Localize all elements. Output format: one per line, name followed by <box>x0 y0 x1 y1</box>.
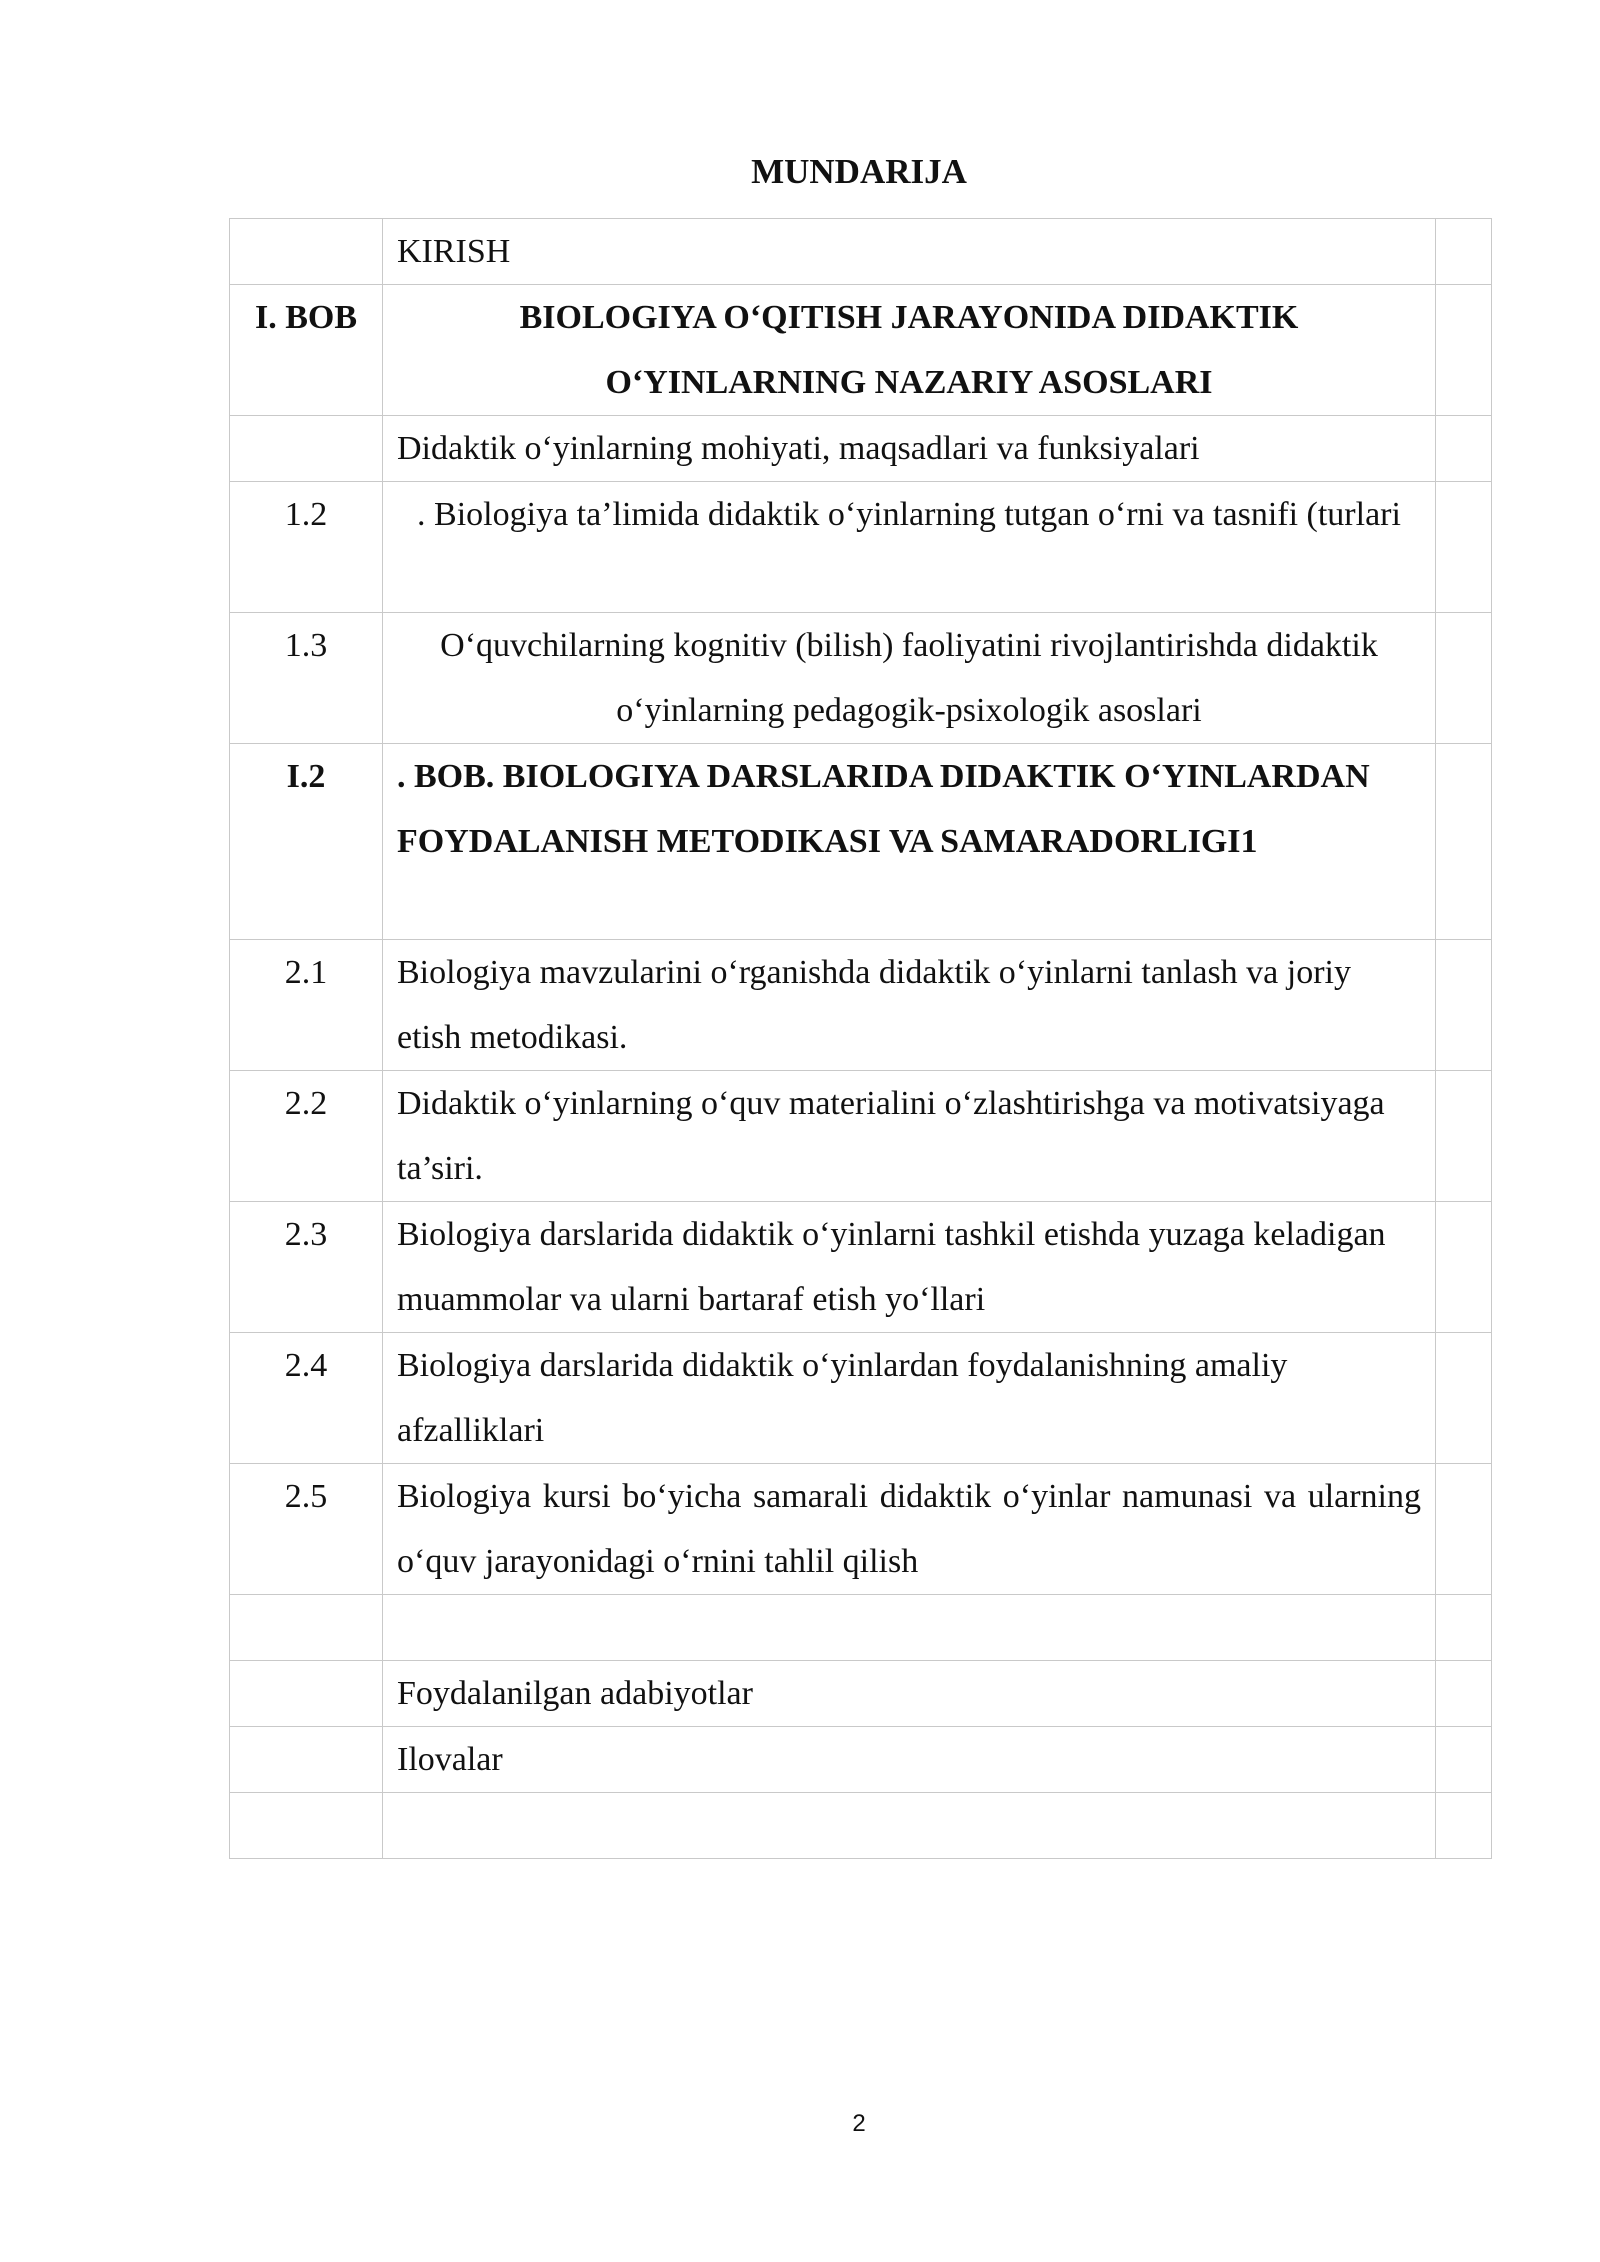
toc-row-title: . BOB. BIOLOGIYA DARSLARIDA DIDAKTIK O‘YINLARDAN FOYDALANISH METODIKASI VA SAMARADORLIGI1 <box>383 744 1436 940</box>
toc-row-page <box>1436 1464 1492 1595</box>
toc-row <box>230 744 1492 940</box>
toc-row-number <box>230 1727 383 1793</box>
toc-row-page <box>1436 482 1492 613</box>
toc-row <box>230 219 1492 285</box>
toc-row-title: Biologiya darslarida didaktik o‘yinlarni tashkil etishda yuzaga keladigan muammolar va ularni bartaraf etish yo‘llari <box>383 1202 1436 1333</box>
toc-row <box>230 940 1492 1071</box>
toc-row-page <box>1436 1793 1492 1859</box>
toc-row-number <box>230 1595 383 1661</box>
toc-row <box>230 1793 1492 1859</box>
toc-row-title: Biologiya mavzularini o‘rganishda didaktik o‘yinlarni tanlash va joriy etish metodikasi. <box>383 940 1436 1071</box>
page-number: 2 <box>852 2110 866 2137</box>
toc-row-title: . Biologiya ta’limida didaktik o‘yinlarning tutgan o‘rni va tasnifi (turlari <box>383 482 1436 613</box>
toc-row <box>230 416 1492 482</box>
toc-row-number <box>230 219 383 285</box>
toc-heading: MUNDARIJA <box>751 152 967 191</box>
toc-row-page <box>1436 1727 1492 1793</box>
toc-row-title: Foydalanilgan adabiyotlar <box>383 1661 1436 1727</box>
toc-row-title <box>383 1793 1436 1859</box>
toc-row-title: Didaktik o‘yinlarning mohiyati, maqsadlari va funksiyalari <box>383 416 1436 482</box>
toc-row-number <box>230 1793 383 1859</box>
toc-row <box>230 1595 1492 1661</box>
toc-row-title: Biologiya kursi bo‘yicha samarali didaktik o‘yinlar namunasi va ularning o‘quv jarayonidagi o‘rnini tahlil qilish <box>383 1464 1436 1595</box>
toc-row-number: 2.1 <box>230 940 383 1071</box>
toc-row-title: Didaktik o‘yinlarning o‘quv materialini o‘zlashtirishga va motivatsiyaga ta’siri. <box>383 1071 1436 1202</box>
toc-row-number: I.2 <box>230 744 383 940</box>
toc-row <box>230 1464 1492 1595</box>
toc-row <box>230 482 1492 613</box>
toc-row-page <box>1436 1333 1492 1464</box>
toc-row-page <box>1436 1202 1492 1333</box>
toc-row <box>230 613 1492 744</box>
toc-row-number: 2.5 <box>230 1464 383 1595</box>
toc-row-number: 2.3 <box>230 1202 383 1333</box>
toc-row <box>230 285 1492 416</box>
toc-row-number <box>230 1661 383 1727</box>
toc-row-page <box>1436 1595 1492 1661</box>
toc-row-title: BIOLOGIYA O‘QITISH JARAYONIDA DIDAKTIK O‘YINLARNING NAZARIY ASOSLARI <box>383 285 1436 416</box>
toc-row-title: O‘quvchilarning kognitiv (bilish) faoliyatini rivojlantirishda didaktik o‘yinlarning pedagogik-psixologik asoslari <box>383 613 1436 744</box>
toc-row-page <box>1436 1661 1492 1727</box>
toc-row-page <box>1436 285 1492 416</box>
toc-row <box>230 1333 1492 1464</box>
toc-row-page <box>1436 1071 1492 1202</box>
toc-row <box>230 1727 1492 1793</box>
toc-row-title: Biologiya darslarida didaktik o‘yinlardan foydalanishning amaliy afzalliklari <box>383 1333 1436 1464</box>
toc-row-page <box>1436 219 1492 285</box>
toc-row-number <box>230 416 383 482</box>
toc-row-page <box>1436 416 1492 482</box>
toc-row <box>230 1071 1492 1202</box>
toc-row-number: 1.3 <box>230 613 383 744</box>
toc-row-number: I. BOB <box>230 285 383 416</box>
toc-row-title: KIRISH <box>383 219 1436 285</box>
toc-row-number: 1.2 <box>230 482 383 613</box>
toc-row-number: 2.2 <box>230 1071 383 1202</box>
toc-row-page <box>1436 613 1492 744</box>
toc-row-page <box>1436 744 1492 940</box>
toc-row-number: 2.4 <box>230 1333 383 1464</box>
toc-row-title <box>383 1595 1436 1661</box>
toc-row <box>230 1202 1492 1333</box>
table-of-contents <box>229 218 1492 1859</box>
toc-row-title: Ilovalar <box>383 1727 1436 1793</box>
toc-row <box>230 1661 1492 1727</box>
toc-row-page <box>1436 940 1492 1071</box>
